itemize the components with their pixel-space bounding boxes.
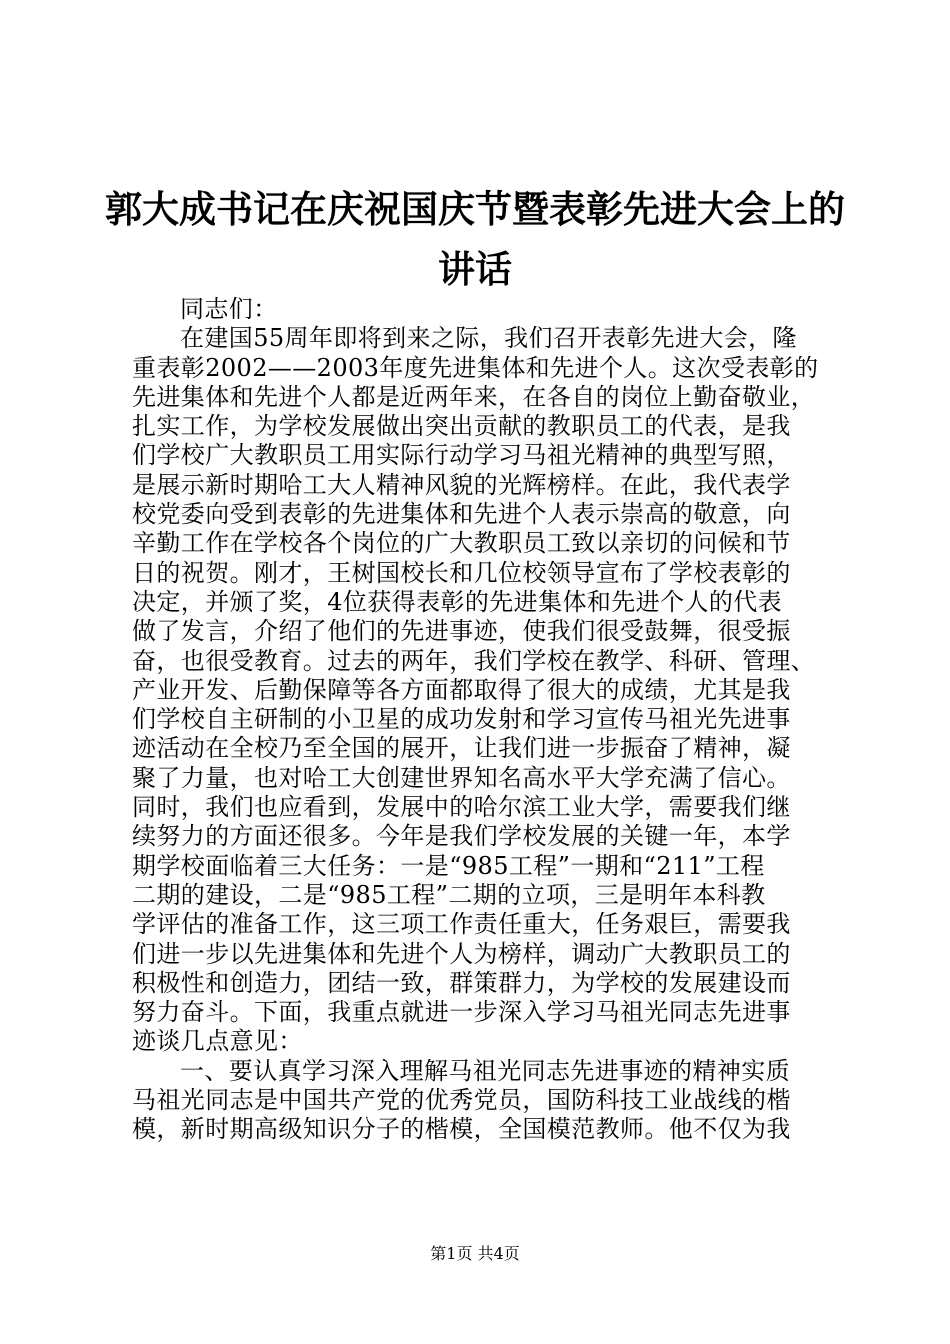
- page-footer: 第1页 共4页: [430, 1244, 520, 1263]
- paragraph-line: 同时，我们也应看到，发展中的哈尔滨工业大学，需要我们继: [132, 793, 791, 822]
- paragraph-line: 做了发言，介绍了他们的先进事迹，使我们很受鼓舞，很受振: [132, 617, 791, 646]
- paragraph-line: 重表彰2002——2003年度先进集体和先进个人。这次受表彰的: [132, 353, 819, 382]
- document-body: [132, 295, 832, 1145]
- paragraph-line: 努力奋斗。下面，我重点就进一步深入学习马祖光同志先进事: [132, 998, 791, 1027]
- paragraph-line: 积极性和创造力，团结一致，群策群力，为学校的发展建设而: [132, 968, 791, 997]
- document-title-line-1: 郭大成书记在庆祝国庆节暨表彰先进大会上的: [105, 188, 845, 231]
- paragraph-line: 日的祝贺。刚才，王树国校长和几位校领导宣布了学校表彰的: [132, 558, 791, 587]
- paragraph-line: 聚了力量，也对哈工大创建世界知名高水平大学充满了信心。: [132, 763, 791, 792]
- paragraph-line: 二期的建设，二是“985工程”二期的立项，三是明年本科教: [132, 880, 766, 909]
- paragraph-line: 模，新时期高级知识分子的楷模，全国模范教师。他不仅为我: [132, 1115, 791, 1144]
- paragraph-line: 辛勤工作在学校各个岗位的广大教职员工致以亲切的问候和节: [132, 529, 791, 558]
- paragraph-line: 产业开发、后勤保障等各方面都取得了很大的成绩，尤其是我: [132, 675, 791, 704]
- paragraph-line: 马祖光同志是中国共产党的优秀党员，国防科技工业战线的楷: [132, 1086, 791, 1115]
- paragraph-line: 学评估的准备工作，这三项工作责任重大，任务艰巨，需要我: [132, 910, 791, 939]
- paragraph-line: 们学校自主研制的小卫星的成功发射和学习宣传马祖光先进事: [132, 705, 791, 734]
- paragraph-line: 奋，也很受教育。过去的两年，我们学校在教学、科研、管理、: [132, 646, 816, 675]
- paragraph-line: 们进一步以先进集体和先进个人为榜样，调动广大教职员工的: [132, 939, 791, 968]
- paragraph-line: 期学校面临着三大任务：一是“985工程”一期和“211”工程: [132, 851, 765, 880]
- paragraph-line: 校党委向受到表彰的先进集体和先进个人表示崇高的敬意，向: [132, 500, 791, 529]
- paragraph-line: 续努力的方面还很多。今年是我们学校发展的关键一年，本学: [132, 822, 791, 851]
- paragraph-line: 在建国55周年即将到来之际，我们召开表彰先进大会，隆: [180, 324, 797, 353]
- paragraph-line: 们学校广大教职员工用实际行动学习马祖光精神的典型写照，: [132, 441, 791, 470]
- document-title-line-2: 讲话: [438, 248, 512, 291]
- paragraph-line: 是展示新时期哈工大人精神风貌的光辉榜样。在此，我代表学: [132, 470, 791, 499]
- paragraph-line: 迹谈几点意见：: [132, 1027, 303, 1056]
- paragraph-line: 一、要认真学习深入理解马祖光同志先进事迹的精神实质: [180, 1056, 790, 1085]
- paragraph-line: 迹活动在全校乃至全国的展开，让我们进一步振奋了精神，凝: [132, 734, 791, 763]
- paragraph-line: 决定，并颁了奖，4位获得表彰的先进集体和先进个人的代表: [132, 587, 783, 616]
- paragraph-line: 扎实工作，为学校发展做出突出贡献的教职员工的代表，是我: [132, 412, 791, 441]
- paragraph-line: 先进集体和先进个人都是近两年来，在各自的岗位上勤奋敬业，: [132, 382, 816, 411]
- paragraph-line: 同志们：: [180, 295, 278, 323]
